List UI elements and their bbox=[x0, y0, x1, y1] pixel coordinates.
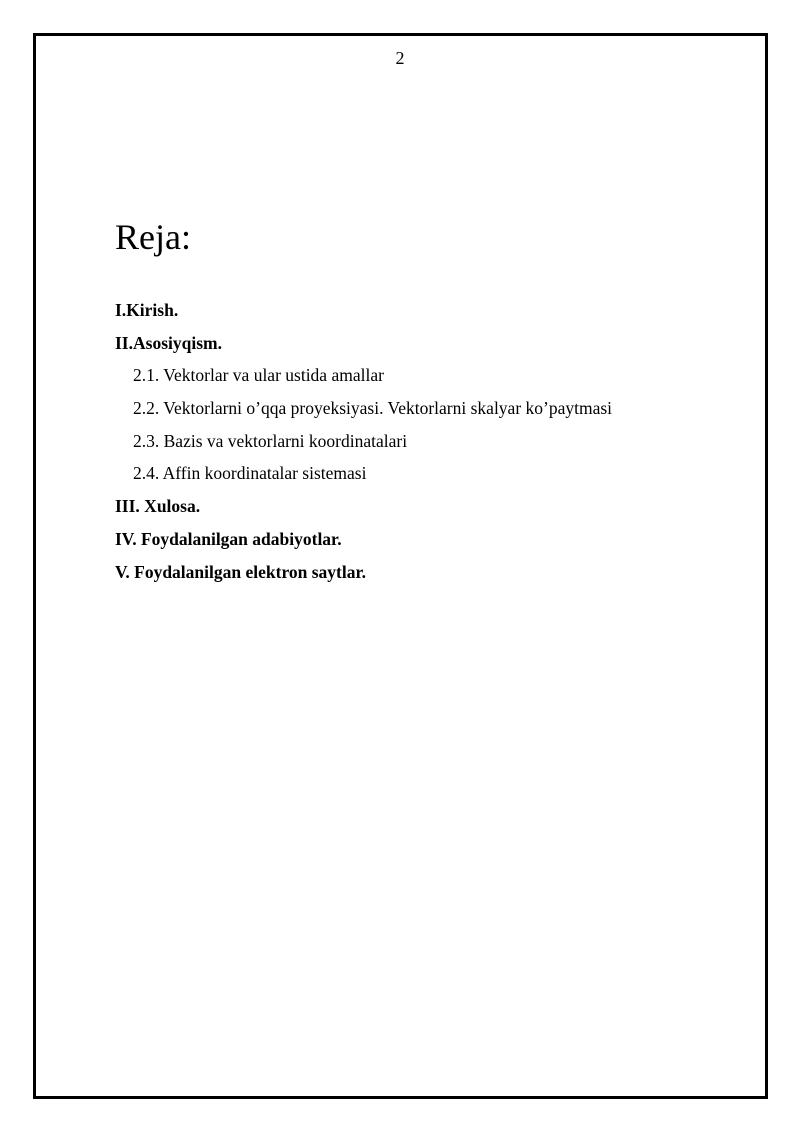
toc-item-introduction: I.Kirish. bbox=[115, 300, 179, 320]
toc-item-main-part: II.Asosiyqism. bbox=[115, 332, 222, 353]
page-title: Reja: bbox=[115, 217, 191, 257]
toc-subitem-2-1: 2.1. Vektorlar va ular ustida amallar bbox=[133, 365, 384, 386]
toc-item-references: IV. Foydalanilgan adabiyotlar. bbox=[115, 528, 342, 549]
page-number: 2 bbox=[395, 48, 405, 68]
toc-subitem-2-2: 2.2. Vektorlarni o’qqa proyeksiyasi. Vektorlarni skalyar ko’paytmasi bbox=[133, 398, 613, 419]
table-of-contents bbox=[115, 296, 612, 590]
toc-item-websites: V. Foydalanilgan elektron saytlar. bbox=[115, 561, 367, 582]
toc-subitem-2-4: 2.4. Affin koordinatalar sistemasi bbox=[133, 463, 367, 484]
toc-item-conclusion: III. Xulosa. bbox=[115, 496, 201, 517]
toc-subitem-2-3: 2.3. Bazis va vektorlarni koordinatalari bbox=[133, 430, 408, 451]
